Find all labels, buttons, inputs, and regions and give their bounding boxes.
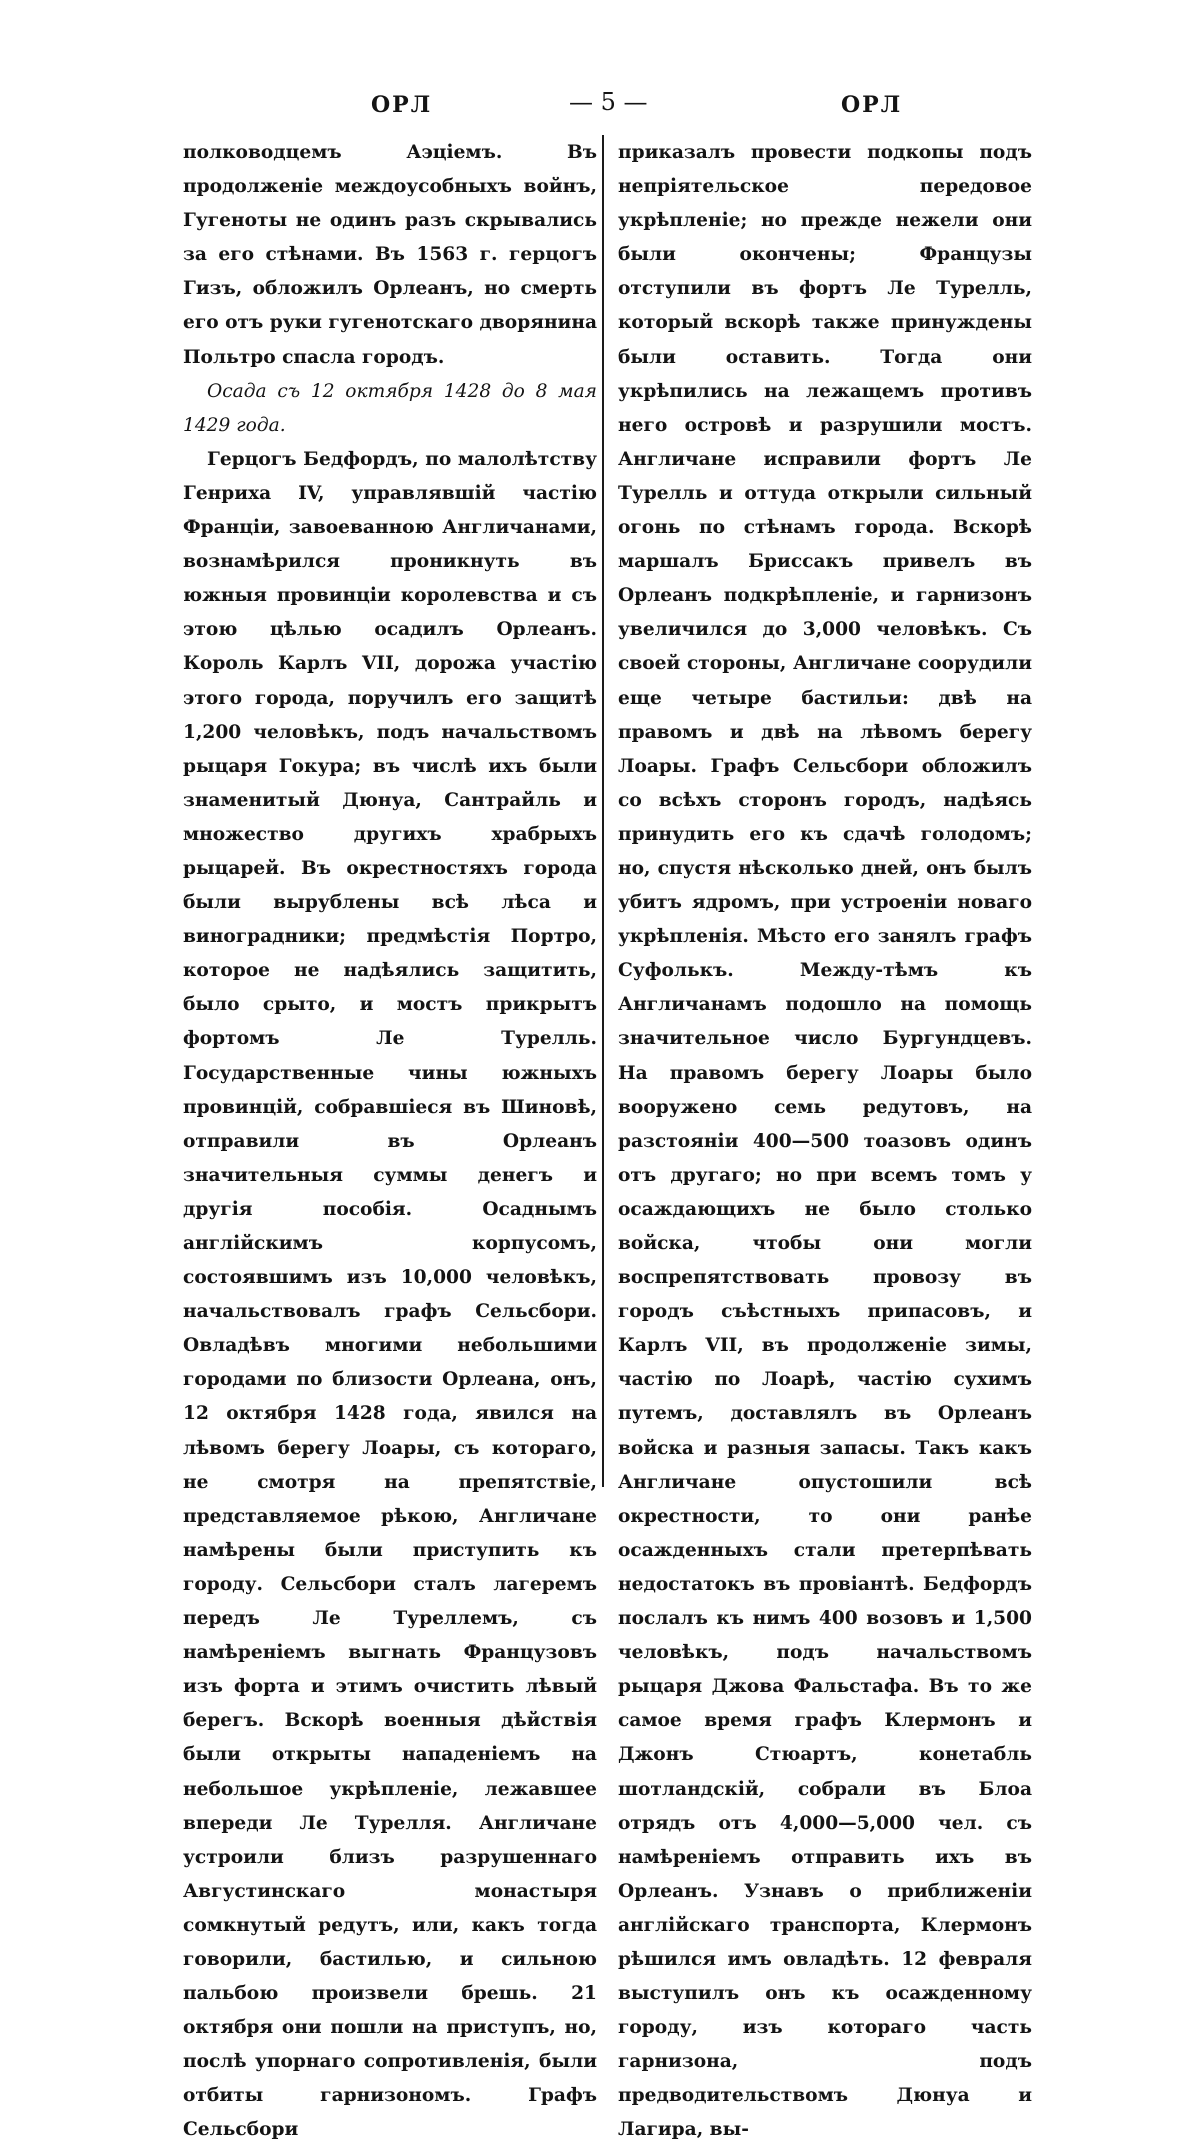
page-header [185,88,1007,128]
left-paragraph-1: полководцемъ Аэціемъ. Въ продолженіе междоусобныхъ войнъ, Гугеноты не одинъ разъ скрывались за его стѣнами. Въ 1563 г. герцогъ Гизъ, обложилъ Орлеанъ, но смерть его отъ руки гугенотскаго дворянина Польтро спасла городъ. [183,142,597,368]
left-paragraph-2: Герцогъ Бедфордъ, по малолѣтству Генриха IV, управлявшій частію Франціи, завоеванною Англичанами, вознамѣрился проникнуть въ южныя провинціи королевства и съ этою цѣлью осадилъ Орлеанъ. Король Карлъ VII, дорожа участію этого города, поручилъ его защитѣ 1,200 человѣкъ, подъ начальствомъ рыцаря Гокура; въ числѣ ихъ были знаменитый Дюнуа, Сантрайль и множество другихъ храбрыхъ рыцарей. Въ окрестностяхъ города были вырублены всѣ лѣса и виноградники; предмѣстія Портро, которое не надѣялись защитить, было срыто, и мостъ прикрытъ фортомъ Ле Турелль. Государственные чины южныхъ провинцій, собравшіеся въ Шиновѣ, отправили въ Орлеанъ значительныя суммы денегъ и другія пособія. Осаднымъ англійскимъ корпусомъ, состоявшимъ изъ 10,000 человѣкъ, начальствовалъ графъ Сельсбори. Овладѣвъ многими небольшими городами по близости Орлеана, онъ, 12 октября 1428 года, явился на лѣвомъ берегу Лоары, съ котораго, не смотря на препятствіе, представляемое рѣкою, Англичане намѣрены были приступить къ городу. Сельсбори сталъ лагеремъ передъ Ле Туреллемъ, съ намѣреніемъ выгнать Французовъ изъ форта и этимъ очистить лѣвый берегъ. Вскорѣ военныя дѣйствія были открыты нападеніемъ на небольшое укрѣпленіе, лежавшее впереди Ле Турелля. Англичане устроили близъ разрушеннаго Августинскаго монастыря сомкнутый редутъ, или, какъ тогда говорили, бастилью, и сильною пальбою произвели брешь. 21 октября они пошли на приступъ, но, послѣ упорнаго сопротивленія, были отбиты гарнизономъ. Графъ Сельсбори [183,448,597,2141]
page-number: — 5 — [569,88,648,116]
running-head-left: ОРЛ [371,92,433,118]
right-paragraph-1: приказалъ провести подкопы подъ непріятельское передовое укрѣпленіе; но прежде нежели они были окончены; Французы отступили въ фортъ Ле Турелль, который вскорѣ также принуждены были оставить. Тогда они укрѣпились на лежащемъ противъ него островѣ и разрушили мостъ. Англичане исправили фортъ Ле Турелль и оттуда открыли сильный огонь по стѣнамъ города. Вскорѣ маршалъ Бриссакъ привелъ въ Орлеанъ подкрѣпленіе, и гарнизонъ увеличился до 3,000 человѣкъ. Съ своей стороны, Англичане соорудили еще четыре бастильи: двѣ на правомъ и двѣ на лѣвомъ берегу Лоары. Графъ Сельсбори обложилъ со всѣхъ сторонъ городъ, надѣясь принудить его къ сдачѣ голодомъ; но, спустя нѣсколько дней, онъ былъ убитъ ядромъ, при устроеніи новаго укрѣпленія. Мѣсто его занялъ графъ Суфолькъ. Между-тѣмъ къ Англичанамъ подошло на помощь значительное число Бургундцевъ. На правомъ берегу Лоары было вооружено семь редутовъ, на разстояніи 400—500 тоазовъ одинъ отъ другаго; но при всемъ томъ у осаждающихъ не было столько войска, чтобы они могли воспрепятствовать провозу въ городъ съѣстныхъ припасовъ, и Карлъ VII, въ продолженіе зимы, частію по Лоарѣ, частію сухимъ путемъ, доставлялъ въ Орлеанъ войска и разныя запасы. Такъ какъ Англичане опустошили всѣ окрестности, то они ранѣе осажденныхъ стали претерпѣвать недостатокъ въ провіантѣ. Бедфордъ послалъ къ нимъ 400 возовъ и 1,500 человѣкъ, подъ начальствомъ рыцаря Джова Фальстафа. Въ то же самое время графъ Клермонъ и Джонъ Стюартъ, конетабль шотландскій, собрали въ Блоа отрядъ отъ 4,000—5,000 чел. съ намѣреніемъ отправить ихъ въ Орлеанъ. Узнавъ о приближеніи англійскаго транспорта, Клермонъ рѣшился имъ овладѣть. 12 февраля выступилъ онъ къ осажденному городу, изъ котораго часть гарнизона, подъ предводительствомъ Дюнуа и Лагира, вы- [618,142,1032,2141]
running-head-right: ОРЛ [841,92,903,118]
column-divider [602,135,604,1487]
left-column [183,136,597,2148]
right-column [618,136,1032,2148]
section-heading-siege: Осада съ 12 октября 1428 до 8 мая 1429 года. [183,380,597,436]
